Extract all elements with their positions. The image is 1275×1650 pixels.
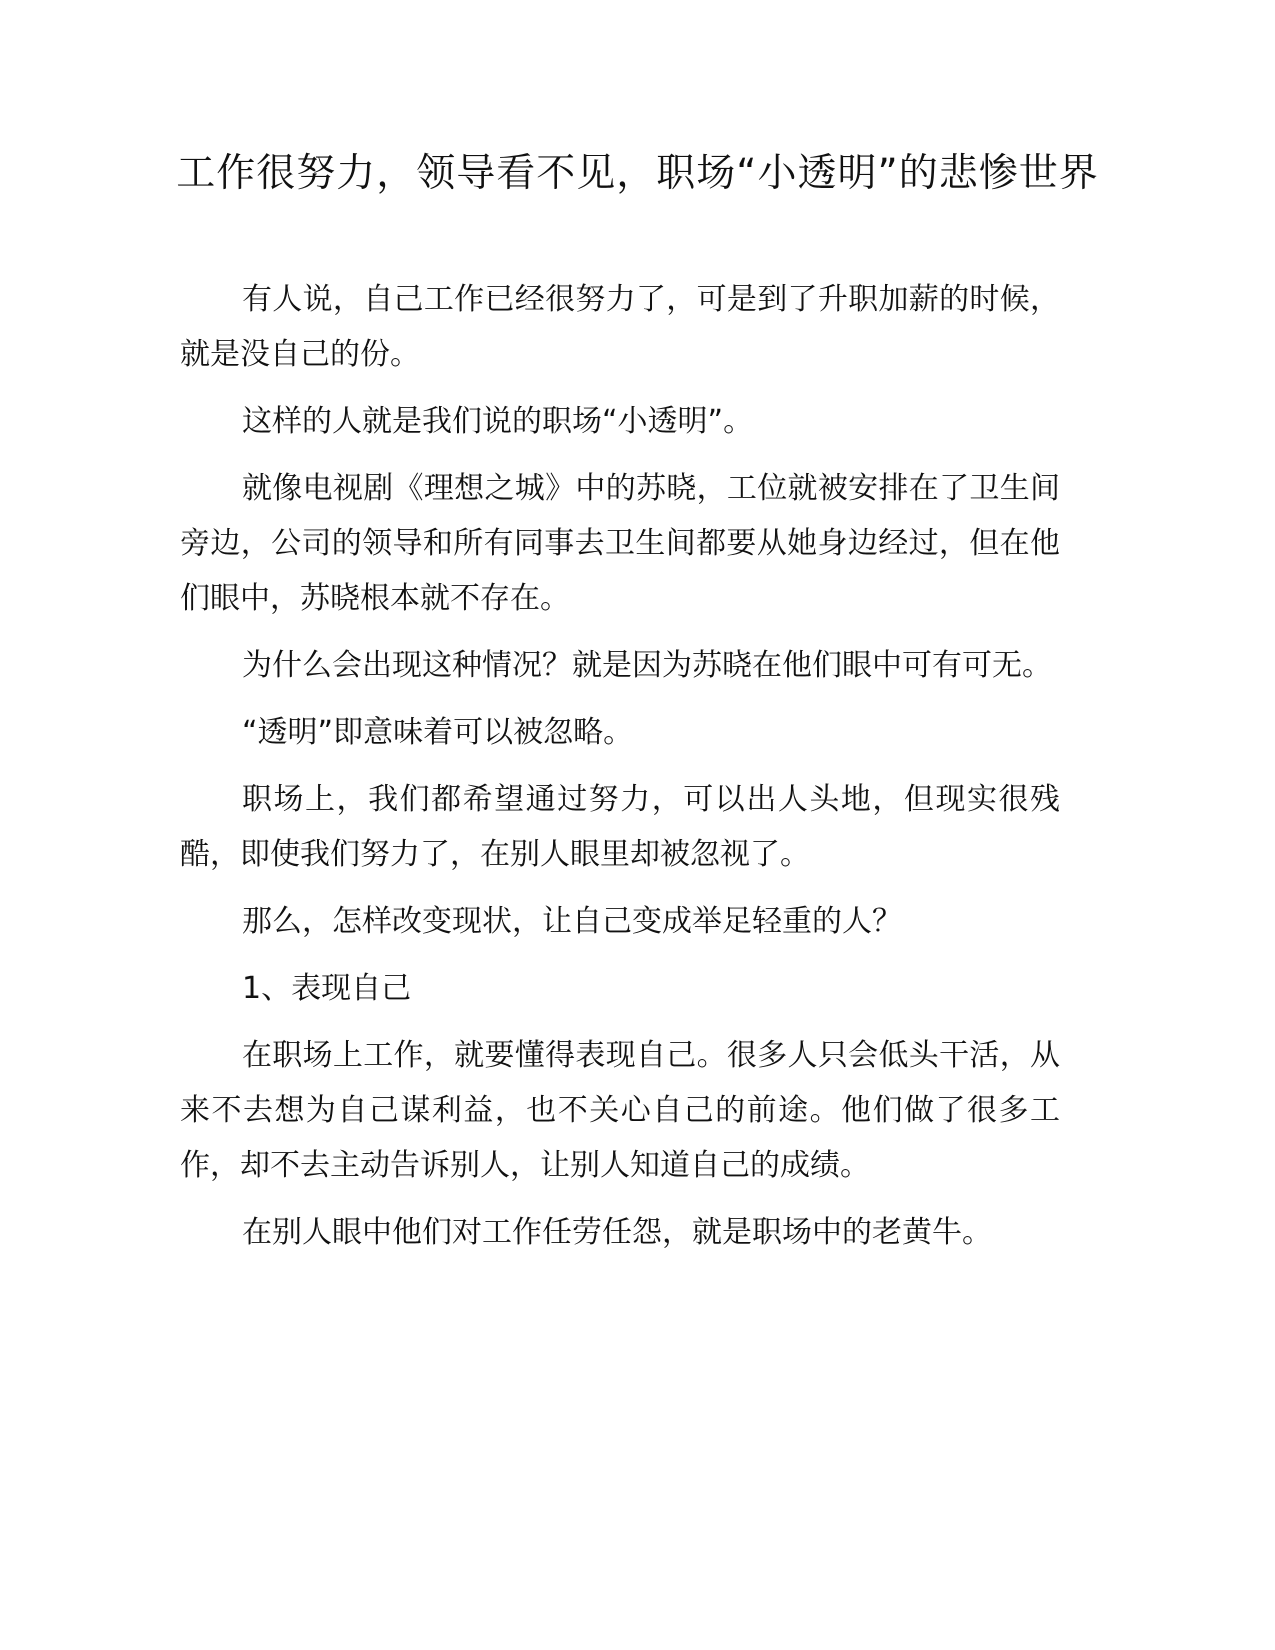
section-heading: 1、表现自己 — [242, 971, 412, 1006]
paragraph: 那么，怎样改变现状，让自己变成举足轻重的人？ — [242, 904, 902, 939]
paragraph: 职场上，我们都希望通过努力，可以出人头地，但现实很残酷，即使我们努力了，在别人眼里却被忽视了。 — [180, 782, 1060, 872]
paragraph: 在别人眼中他们对工作任劳任怨，就是职场中的老黄牛。 — [242, 1215, 992, 1250]
paragraph: 就像电视剧《理想之城》中的苏晓，工位就被安排在了卫生间旁边，公司的领导和所有同事去卫生间都要从她身边经过，但在他们眼中，苏晓根本就不存在。 — [180, 471, 1060, 616]
paragraph: 在职场上工作，就要懂得表现自己。很多人只会低头干活，从来不去想为自己谋利益，也不关心自己的前途。他们做了很多工作，却不去主动告诉别人，让别人知道自己的成绩。 — [180, 1038, 1060, 1183]
paragraph: 这样的人就是我们说的职场“小透明”。 — [242, 404, 754, 439]
document-body — [180, 272, 1060, 1272]
paragraph: 有人说，自己工作已经很努力了，可是到了升职加薪的时候，就是没自己的份。 — [180, 282, 1060, 372]
paragraph: 为什么会出现这种情况？就是因为苏晓在他们眼中可有可无。 — [242, 648, 1052, 683]
paragraph: “透明”即意味着可以被忽略。 — [242, 715, 634, 750]
document-title: 工作很努力，领导看不见，职场“小透明”的悲惨世界 — [176, 151, 1099, 196]
